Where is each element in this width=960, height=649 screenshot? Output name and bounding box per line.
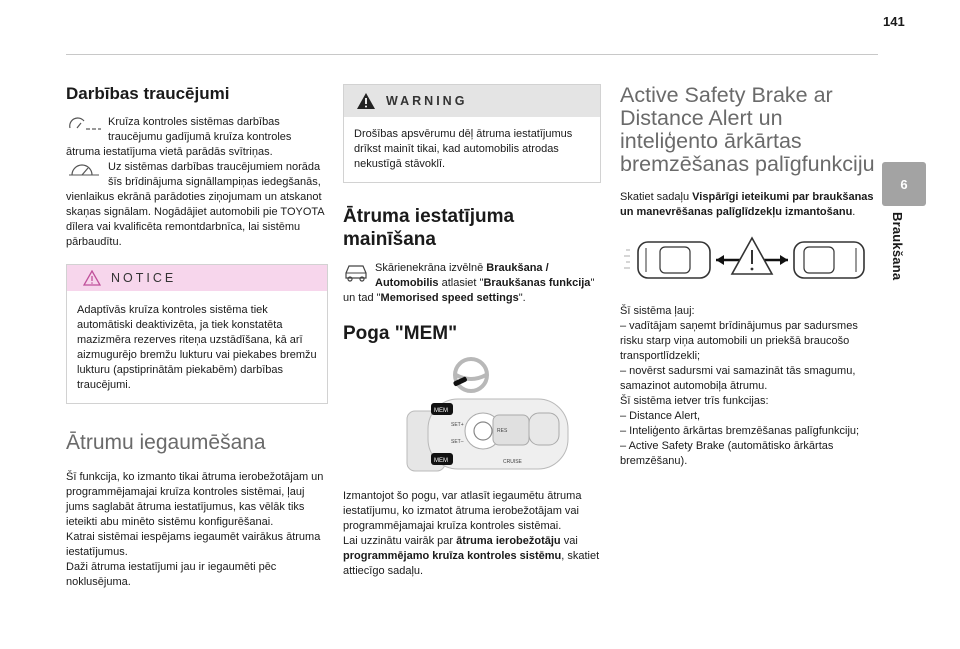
notice-text: Adaptīvās kruīza kontroles sistēma tiek automātiski deaktivizēta, ja tiek konstatēta mazizmēra rezerves riteņa uzstādīšana, kā arī aizmugurējo bremžu lukturu vai piekabes bremžu lukturu (apstiprinātām piekabēm) darbības traucējumi. — [77, 304, 317, 391]
chapter-tab[interactable] — [882, 162, 926, 206]
speed-memory-text-3: Daži ātruma iestatījumi jau ir iegaumēti pēc noklusējuma. — [66, 561, 277, 588]
intro-section-reference: Vispārīgi ieteikumi par braukšanas un manevrēšanas palīglīdzekļu izmantošanu — [620, 191, 874, 218]
function-item-distance-alert: – Distance Alert, — [620, 410, 701, 422]
speed-memory-text-1: Šī funkcija, ko izmanto tikai ātruma ierobežotājam un programmējamajai kruīza kontroles sistēmai, ļauj jums saglabāt ātruma iestatījumus, kas vēlāk tiks ieteikti abu minēto sistēmu konfigurēšanai. — [66, 471, 324, 528]
system-functions-text: Šī sistēma ietver trīs funkcijas: — [620, 395, 769, 407]
malfunction-text-2: Uz sistēmas darbības traucējumiem norāda šīs brīdinājuma signāllampiņas iedegšanās, vienlaikus ekrānā parādoties ziņojumam un atskanot skaņas signālam. Nogādājiet automobili pie TOYOTA dīlera vai kvalificēta remontdarbnīca, lai sistēmu pārbaudītu. — [66, 161, 325, 248]
system-allows-text: Šī sistēma ļauj: — [620, 305, 695, 317]
warning-box — [343, 84, 601, 183]
menu-item-memorised-speed: Memorised speed settings — [380, 292, 519, 304]
intro-text-2: . — [852, 206, 856, 218]
chapter-title: Braukšana — [890, 212, 905, 281]
steering-wheel-icon — [453, 359, 487, 391]
menu-text-4: ". — [518, 292, 526, 304]
speed-memory-text-2: Katrai sistēmai iespējams iegaumēt vairākus ātruma iestatījumus. — [66, 531, 321, 558]
notice-title: NOTICE — [111, 270, 177, 285]
warning-triangle-icon — [356, 92, 376, 110]
own-car-icon — [624, 242, 710, 278]
malfunction-text-1: Kruīza kontroles sistēmas darbības traucējumu gadījumā kruīza kontroles ātruma iestatījuma vietā parādās svītriņas. — [66, 116, 292, 158]
warning-lamp-paragraph — [66, 160, 328, 250]
mem-text-cruise-control: programmējamo kruīza kontroles sistēmu — [343, 550, 562, 562]
res-label: RES — [497, 428, 508, 434]
function-item-active-safety-brake: – Active Safety Brake (automātisko ārkārtas bremzēšanu). — [620, 440, 834, 467]
section-heading-change-speed: Ātruma iestatījuma mainīšana — [343, 206, 515, 250]
menu-text-3: " un tad " — [343, 277, 595, 304]
menu-text-1: Skārienekrāna izvēlnē — [375, 262, 487, 274]
mem-text-speed-limiter: ātruma ierobežotāju — [456, 535, 561, 547]
mem-label-top: MEM — [434, 408, 448, 414]
menu-text-2: atlasiet " — [438, 277, 484, 289]
caution-triangle-icon — [83, 270, 101, 286]
intro-text-1: Skatiet sadaļu — [620, 191, 693, 203]
system-list-item-2: – novērst sadursmi vai samazināt tās smagumu, samazinot automobiļa ātrumu. — [620, 365, 856, 392]
section-heading-malfunction: Darbības traucējumi — [66, 84, 230, 103]
page-number: 141 — [883, 14, 905, 29]
notice-box — [66, 264, 328, 404]
collision-risk-illustration — [620, 234, 878, 286]
car-menu-icon — [343, 261, 369, 283]
warning-text: Drošības apsvērumu dēļ ātruma iestatījumus drīkst mainīt tikai, kad automobilis atrodas nekustīgā stāvoklī. — [354, 128, 573, 170]
menu-item-driving-function: Braukšanas funkcija — [483, 277, 591, 289]
mem-text-2b: vai — [560, 535, 578, 547]
notice-header — [67, 265, 327, 291]
column-right — [620, 84, 878, 469]
section-heading-speed-memory: Ātrumu iegaumēšana — [66, 431, 266, 454]
system-list-item-1: – vadītājam saņemt brīdinājumus par sadursmes risku starp viņa automobili un priekšā braucošo transportlīdzekli; — [620, 320, 858, 362]
mem-text-2a: Lai uzzinātu vairāk par — [343, 535, 457, 547]
dashes-paragraph — [66, 115, 328, 160]
menu-item-driving-vehicle: Braukšana / Automobilis — [375, 262, 549, 289]
warning-title: WARNING — [386, 93, 468, 108]
warning-header — [344, 85, 600, 117]
column-left — [66, 84, 328, 590]
section-heading-mem-button: Poga "MEM" — [343, 323, 458, 344]
mem-text-2c: , skatiet attiecīgo sadaļu. — [343, 550, 600, 577]
chapter-number: 6 — [900, 176, 908, 192]
function-item-emergency-braking: – Inteliģento ārkārtas bremzēšanas palīgfunkciju; — [620, 425, 860, 437]
header-divider — [66, 54, 878, 55]
mem-text-1: Izmantojot šo pogu, var atlasīt iegaumētu ātruma iestatījumu, ko izmatot ātruma ierobežotājam vai programmējamajai kruīza kontroles sistēmai. — [343, 490, 582, 532]
vehicle-ahead-icon — [794, 242, 864, 278]
cruise-label: CRUISE — [503, 459, 522, 465]
cruise-control-stalk — [407, 399, 568, 471]
mem-label-bottom: MEM — [434, 458, 448, 464]
set-minus-label: SET– — [451, 439, 464, 445]
alert-triangle-icon — [732, 238, 772, 274]
speedometer-warning-lamp-icon — [66, 160, 102, 178]
column-middle — [343, 84, 601, 579]
section-heading-active-safety-brake: Active Safety Brake ar Distance Alert un inteliģento ārkārtas bremzēšanas palīgfunkciju — [620, 83, 875, 176]
set-plus-label: SET+ — [451, 422, 464, 428]
mem-stalk-illustration — [343, 353, 601, 481]
speedometer-dashes-icon — [66, 115, 102, 133]
menu-path-paragraph — [343, 261, 601, 306]
